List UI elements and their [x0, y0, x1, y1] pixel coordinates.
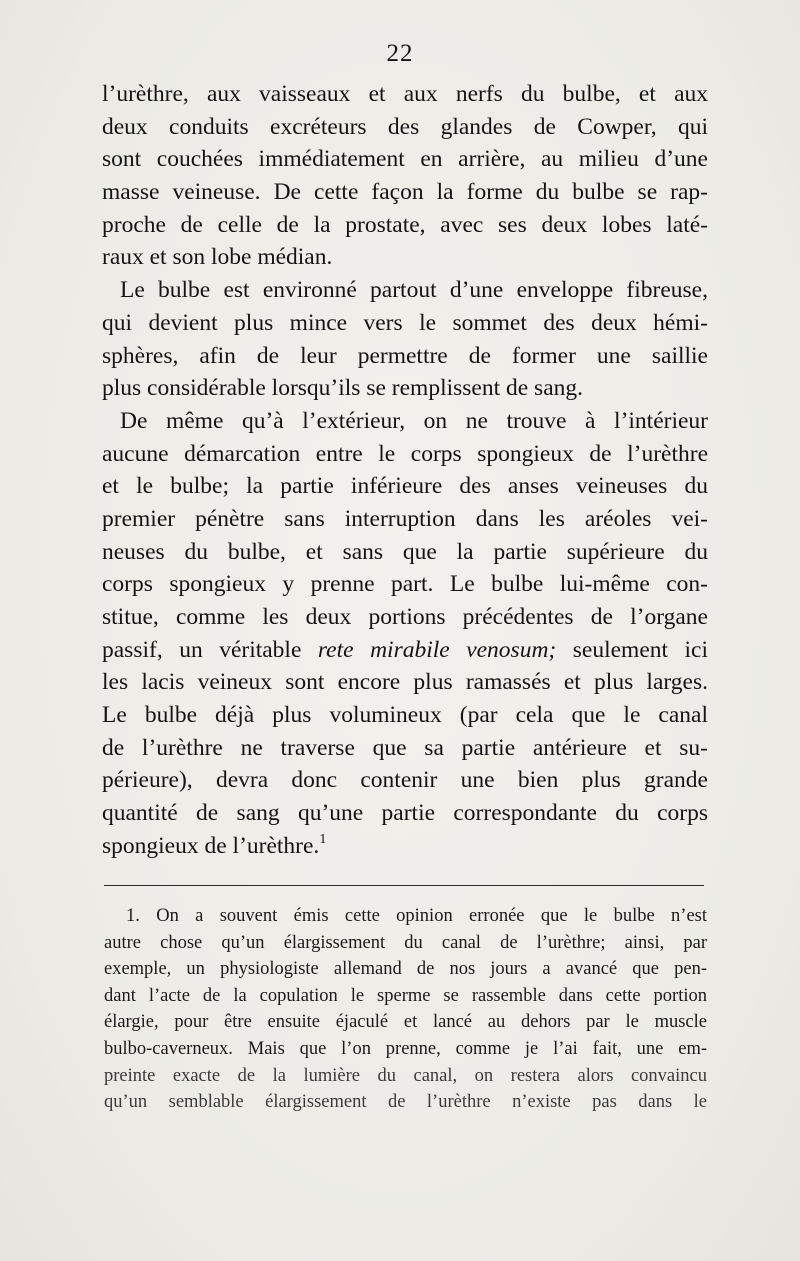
text-line: premier pénètre sans interruption dans les aréoles vei-: [102, 505, 708, 532]
text-line-with-footnote-ref: [102, 830, 708, 863]
footnote-reference: 1: [319, 831, 327, 847]
text-line: masse veineuse. De cette façon la forme du bulbe se rap-: [102, 179, 708, 206]
footnote-line: bulbo-caverneux. Mais que l’on prenne, comme je l’ai fait, une em-: [104, 1038, 707, 1059]
text-segment: seulement ici: [572, 636, 709, 663]
text-line: sphères, afin de leur permettre de former une saillie: [102, 342, 708, 369]
text-line-with-italic: [102, 634, 708, 667]
footnote-line: élargie, pour être ensuite éjaculé et lancé au dehors par le muscle: [104, 1012, 707, 1033]
text-line: stitue, comme les deux portions précédentes de l’organe: [102, 604, 708, 630]
text-line: et le bulbe; la partie inférieure des anses veineuses du: [102, 473, 708, 500]
text-line: raux et son lobe médian.: [102, 244, 333, 271]
footnote: [104, 903, 707, 1116]
text-line: périeure), devra donc contenir une bien plus grande: [102, 767, 708, 794]
text-line: deux conduits excréteurs des glandes de Cowper, qui: [102, 113, 708, 140]
italic-latin-term: rete mirabile venosum;: [317, 636, 557, 663]
page-number: 22: [386, 40, 414, 67]
main-text: [102, 78, 708, 863]
footnote-line: exemple, un physiologiste allemand de nos jours a avancé que pen-: [104, 959, 707, 980]
text-line: l’urèthre, aux vaisseaux et aux nerfs du bulbe, et aux: [102, 81, 708, 107]
text-line: proche de celle de la prostate, avec ses deux lobes laté-: [102, 211, 708, 238]
footnote-line: qu’un semblable élargissement de l’urèthre n’existe pas dans le: [104, 1092, 707, 1113]
text-line: corps spongieux y prenne part. Le bulbe lui-même con-: [102, 571, 708, 598]
text-line: sont couchées immédiatement en arrière, au milieu d’une: [102, 146, 708, 173]
footnote-line: autre chose qu’un élargissement du canal de l’urèthre; ainsi, par: [104, 932, 707, 953]
text-line: neuses du bulbe, et sans que la partie supérieure du: [102, 538, 708, 565]
text-line: aucune démarcation entre le corps spongieux de l’urèthre: [102, 440, 708, 467]
text-segment: spongieux de l’urèthre.: [102, 832, 320, 859]
text-line: De même qu’à l’extérieur, on ne trouve à l’intérieur: [120, 407, 708, 434]
footnote-separator: [104, 885, 704, 886]
text-line: Le bulbe est environné partout d’une enveloppe fibreuse,: [120, 277, 708, 304]
footnote-line: preinte exacte de la lumière du canal, on restera alors convaincu: [104, 1065, 707, 1086]
text-line: plus considérable lorsqu’ils se remplissent de sang.: [102, 375, 584, 402]
text-segment: passif, un véritable: [102, 636, 302, 663]
text-line: de l’urèthre ne traverse que sa partie antérieure et su-: [102, 734, 708, 761]
footnote-line: 1. On a souvent émis cette opinion erronée que le bulbe n’est: [126, 906, 707, 926]
text-line: quantité de sang qu’une partie correspondante du corps: [102, 800, 708, 827]
text-line: qui devient plus mince vers le sommet des deux hémi-: [102, 309, 708, 336]
text-line: les lacis veineux sont encore plus ramassés et plus larges.: [102, 669, 708, 696]
footnote-line: dant l’acte de la copulation le sperme se rassemble dans cette portion: [104, 985, 707, 1006]
text-line: Le bulbe déjà plus volumineux (par cela que le canal: [102, 702, 708, 729]
